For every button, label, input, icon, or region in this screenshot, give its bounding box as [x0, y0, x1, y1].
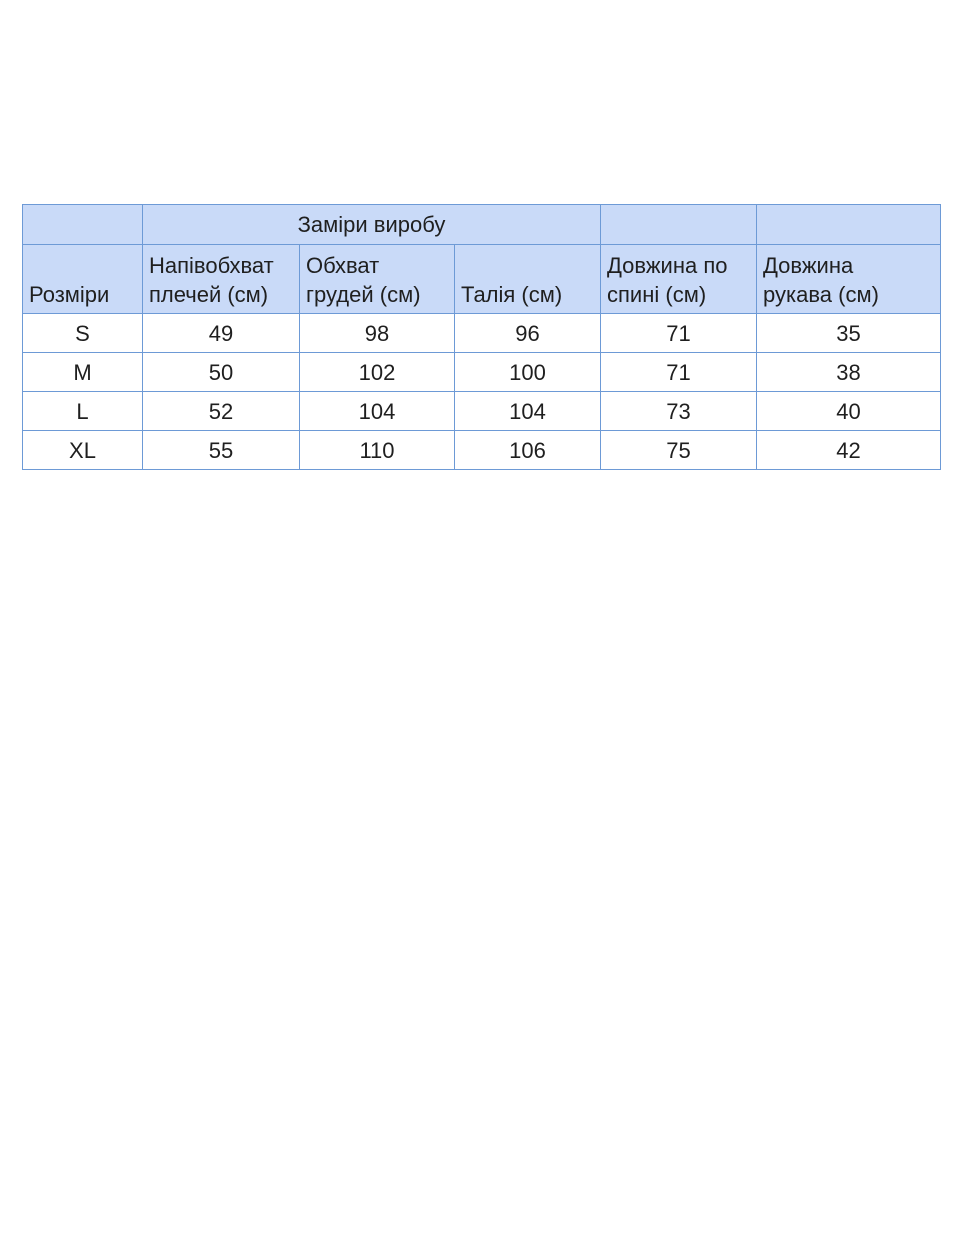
column-header-row	[23, 245, 941, 314]
table-cell: L	[23, 392, 143, 431]
table-cell: 73	[601, 392, 757, 431]
group-header-cell: Заміри виробу	[143, 205, 601, 245]
table-cell: 35	[757, 314, 941, 353]
table-cell: 49	[143, 314, 300, 353]
table-cell: 104	[455, 392, 601, 431]
table-cell: 38	[757, 353, 941, 392]
table-cell: 106	[455, 431, 601, 470]
table-cell: 102	[300, 353, 455, 392]
table-row	[23, 392, 941, 431]
table-cell: 98	[300, 314, 455, 353]
table-row	[23, 431, 941, 470]
table-cell: M	[23, 353, 143, 392]
empty-header-cell	[757, 205, 941, 245]
column-header-waist: Талія (см)	[455, 245, 601, 314]
table-cell: 52	[143, 392, 300, 431]
table-cell: 71	[601, 353, 757, 392]
column-header-back-length: Довжина по спині (см)	[601, 245, 757, 314]
table-cell: 110	[300, 431, 455, 470]
table-cell: 55	[143, 431, 300, 470]
table-cell: 96	[455, 314, 601, 353]
group-header-row	[23, 205, 941, 245]
column-header-sizes: Розміри	[23, 245, 143, 314]
table-row	[23, 353, 941, 392]
table-cell: 71	[601, 314, 757, 353]
table-cell: 42	[757, 431, 941, 470]
table-cell: 50	[143, 353, 300, 392]
column-header-sleeve-length: Довжина рукава (см)	[757, 245, 941, 314]
empty-header-cell	[601, 205, 757, 245]
table-cell: 100	[455, 353, 601, 392]
empty-header-cell	[23, 205, 143, 245]
size-chart-table	[22, 204, 941, 470]
table-cell: S	[23, 314, 143, 353]
table-cell: 104	[300, 392, 455, 431]
column-header-shoulders: Напівобхват плечей (см)	[143, 245, 300, 314]
column-header-chest: Обхват грудей (см)	[300, 245, 455, 314]
table-cell: 75	[601, 431, 757, 470]
table-cell: XL	[23, 431, 143, 470]
table-cell: 40	[757, 392, 941, 431]
table-row	[23, 314, 941, 353]
